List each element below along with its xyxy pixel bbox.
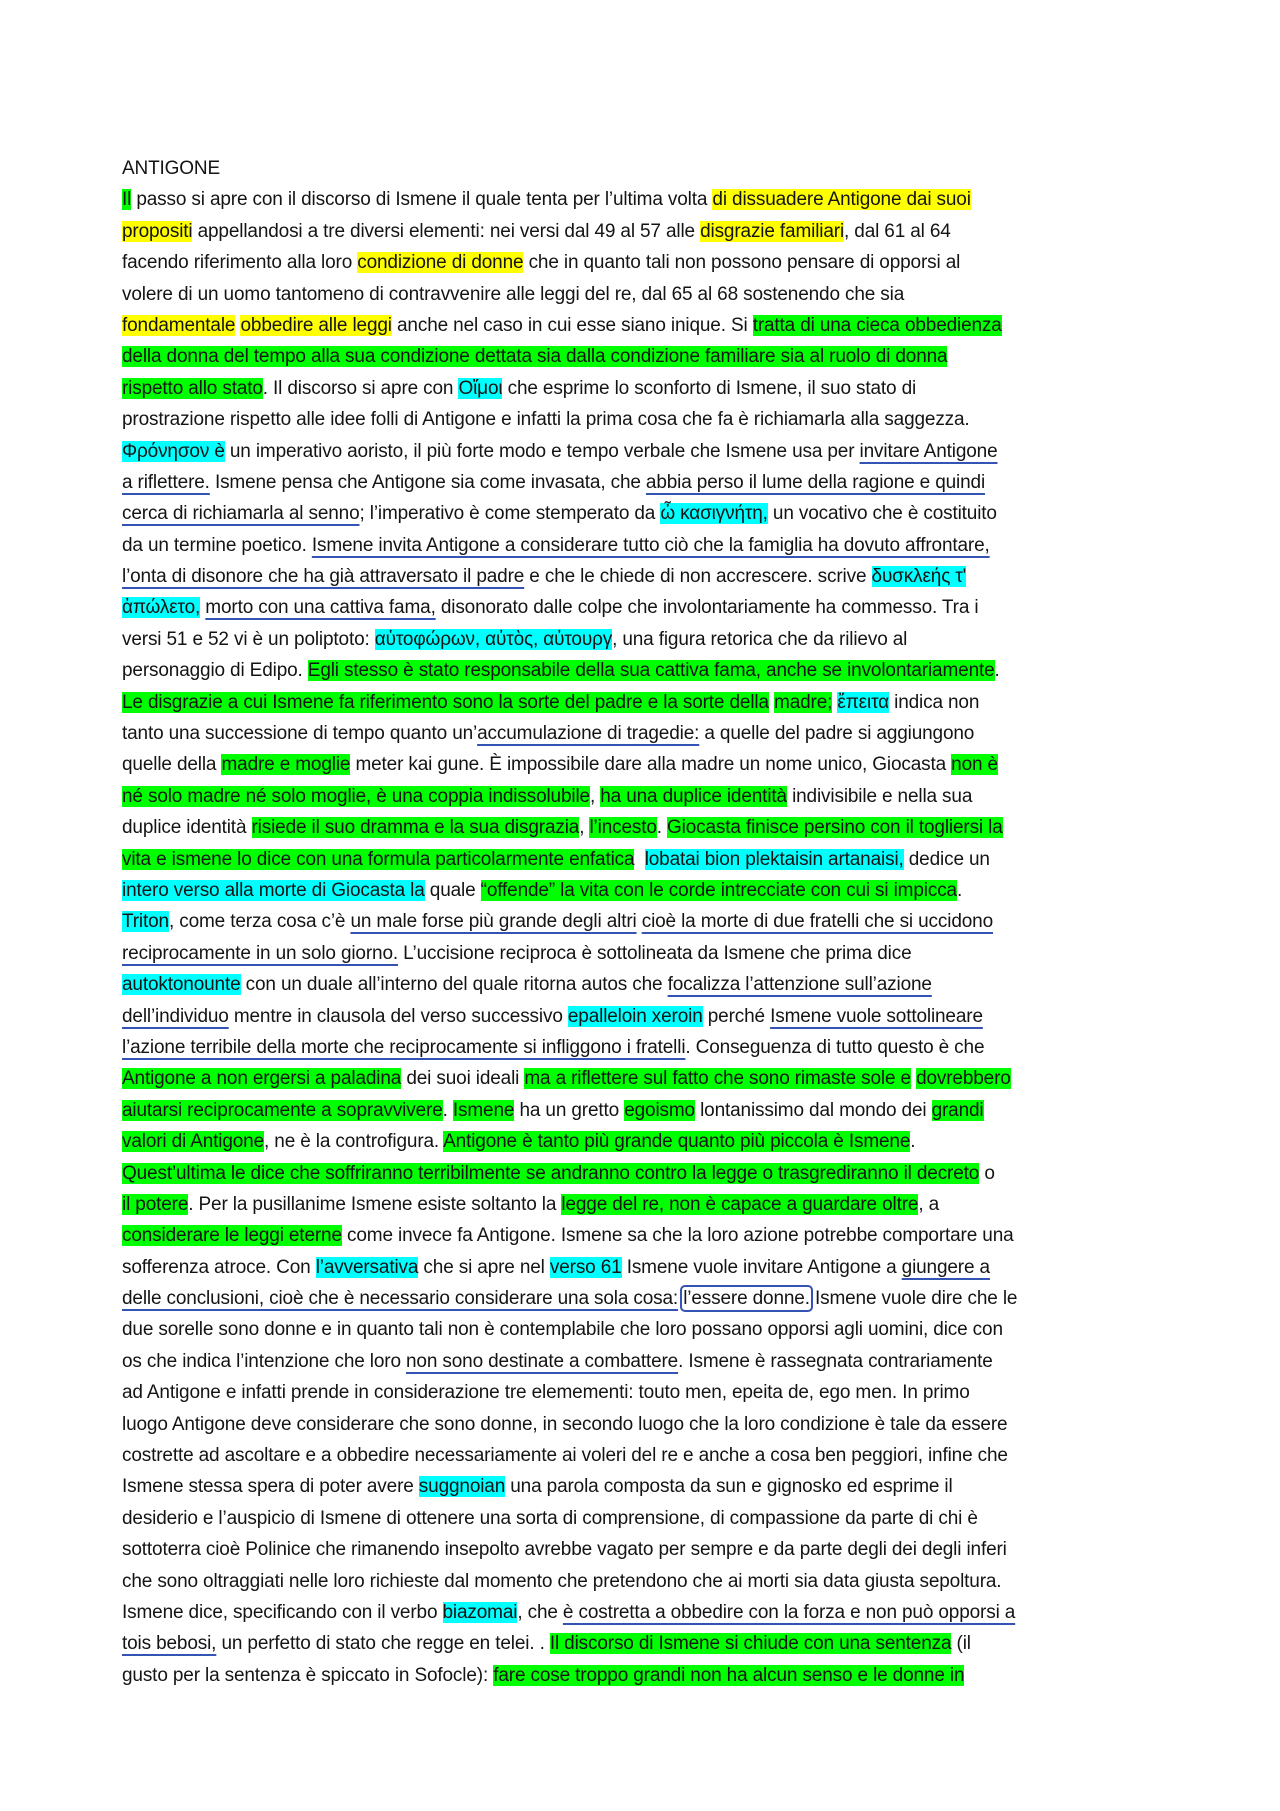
text-line-content xyxy=(122,1534,1007,1565)
text-run: dedice un xyxy=(903,848,990,870)
highlight-green: fare cose troppo grandi non ha alcun senso e le donne in xyxy=(493,1664,965,1686)
text-line-content xyxy=(122,1409,1007,1440)
text-line xyxy=(122,1126,1172,1157)
text-run: , xyxy=(579,817,590,839)
text-line xyxy=(122,1346,1172,1377)
text-run: quale xyxy=(424,879,481,901)
highlight-green: non è xyxy=(951,754,998,776)
highlight-cyan: Triton xyxy=(122,911,169,933)
highlight-green: aiutarsi reciprocamente a sopravvivere xyxy=(122,1099,443,1121)
text-run: versi 51 e 52 vi è un poliptoto: xyxy=(122,628,375,650)
text-run: da un termine poetico. xyxy=(122,534,312,556)
highlight-green: “offende” la vita con le corde intrecciate con cui si impicca xyxy=(480,879,957,901)
highlight-green: tratta di una cieca obbedienza xyxy=(752,314,1002,336)
text-line xyxy=(122,1189,1172,1220)
text-run: os che indica l’intenzione che loro xyxy=(122,1350,406,1372)
highlight-green: madre e moglie xyxy=(221,754,351,776)
highlight-green: egoismo xyxy=(624,1099,695,1121)
text-run: . xyxy=(956,879,963,901)
text-line xyxy=(122,498,1172,529)
text-run: che in quanto tali non possono pensare di opporsi al xyxy=(523,252,961,274)
highlight-green: Il discorso di Ismene si chiude con una sentenza xyxy=(549,1633,952,1655)
text-line xyxy=(122,1409,1172,1440)
highlight-green: considerare le leggi eterne xyxy=(122,1225,342,1247)
highlight-green: Ismene xyxy=(452,1099,515,1121)
text-run: che esprime lo sconforto di Ismene, il suo stato di xyxy=(502,377,917,399)
text-run: Ismene vuole invitare Antigone a xyxy=(621,1256,902,1278)
text-run: duplice identità xyxy=(122,817,252,839)
text-run: a quelle del padre si aggiungono xyxy=(699,723,975,745)
underlined-text: cioè la morte di due fratelli che si uccidono xyxy=(641,911,993,933)
highlight-yellow: obbedire alle leggi xyxy=(240,314,392,336)
text-line xyxy=(122,1001,1172,1032)
text-line xyxy=(122,1566,1172,1597)
text-run: Ismene dice, specificando con il verbo xyxy=(122,1601,443,1623)
text-run: con un duale all’interno del quale ritorna autos che xyxy=(240,974,668,996)
highlight-green: Egli stesso è stato responsabile della sua cattiva fama, anche se involontariamente xyxy=(307,660,995,682)
text-run: . Ismene è rassegnata contrariamente xyxy=(678,1350,993,1372)
text-line xyxy=(122,1628,1172,1659)
text-line xyxy=(122,279,1172,310)
underlined-text: l’azione terribile della morte che reciprocamente si infliggono i fratelli xyxy=(122,1036,686,1058)
highlight-green: risiede il suo dramma e la sua disgrazia xyxy=(251,817,580,839)
text-line xyxy=(122,718,1172,749)
boxed-text: l’essere donne. xyxy=(683,1288,810,1310)
highlight-green: Antigone è tanto più grande quanto più piccola è Ismene xyxy=(443,1131,911,1153)
text-run: e che le chiede di non accrescere. scrive xyxy=(524,566,872,588)
text-line-content xyxy=(122,1566,1001,1597)
highlight-green: Le disgrazie a cui Ismene fa riferimento sono la sorte del padre e la sorte della xyxy=(122,691,769,713)
text-line-content xyxy=(122,1032,984,1063)
text-line xyxy=(122,436,1172,467)
highlight-cyan: ἔπειτα xyxy=(837,691,889,713)
highlight-cyan: intero verso alla morte di Giocasta la xyxy=(122,879,425,901)
text-line xyxy=(122,1440,1172,1471)
highlight-cyan: Φρόνησον è xyxy=(122,440,225,462)
text-line-content xyxy=(122,592,978,623)
highlight-yellow: propositi xyxy=(122,220,193,242)
highlight-cyan: lobatai bion plektaisin artanaisi, xyxy=(644,848,904,870)
text-line-content xyxy=(122,1189,939,1220)
text-run: sofferenza atroce. Con xyxy=(122,1256,316,1278)
highlight-cyan: verso 61 xyxy=(549,1256,622,1278)
text-line xyxy=(122,844,1172,875)
text-line-content xyxy=(122,687,979,718)
highlight-green: grandi xyxy=(931,1099,984,1121)
text-run: , che xyxy=(517,1601,563,1623)
text-line-content xyxy=(122,404,970,435)
text-line xyxy=(122,1283,1172,1314)
text-run: un vocativo che è costituito xyxy=(767,503,997,525)
text-line-content xyxy=(122,655,1000,686)
underlined-text: focalizza l’attenzione sull’azione xyxy=(667,974,932,996)
text-run: Ismene stessa spera di poter avere xyxy=(122,1476,419,1498)
text-line xyxy=(122,624,1172,655)
text-line xyxy=(122,592,1172,623)
underlined-text: un male forse più grande degli altri xyxy=(350,911,637,933)
text-run: lontanissimo dal mondo dei xyxy=(694,1099,932,1121)
underlined-text: dell’individuo xyxy=(122,1005,229,1027)
highlight-cyan: δυσκλεής τ' xyxy=(871,566,967,588)
underlined-text: morto con una cattiva fama, xyxy=(205,597,436,619)
text-run: perché xyxy=(702,1005,771,1027)
text-line xyxy=(122,812,1172,843)
text-line-content xyxy=(122,969,932,1000)
highlight-cyan: epalleloin xeroin xyxy=(567,1005,703,1027)
text-line-content xyxy=(122,530,990,561)
text-line-content xyxy=(122,749,998,780)
highlight-cyan: αὑτοφώρων, αὐτὸς, αὐτουργ xyxy=(374,628,613,650)
text-line-content xyxy=(122,1660,964,1691)
text-line xyxy=(122,1220,1172,1251)
highlight-cyan: ὦ κασιγνήτη, xyxy=(660,503,768,525)
text-line-content xyxy=(122,498,997,529)
text-line xyxy=(122,655,1172,686)
text-run xyxy=(634,849,644,870)
text-line-content xyxy=(122,1377,970,1408)
text-line-content xyxy=(122,812,1003,843)
text-run: . Il discorso si apre con xyxy=(262,377,459,399)
text-run: un perfetto di stato che regge en telei. . xyxy=(216,1633,550,1655)
highlight-green: dovrebbero xyxy=(916,1068,1011,1090)
highlight-cyan: autoktonounte xyxy=(122,974,241,996)
text-line xyxy=(122,1597,1172,1628)
underlined-text: accumulazione di tragedie: xyxy=(477,723,700,745)
text-run: che sono oltraggiati nelle loro richieste dal momento che pretendono che ai morti sia data giusta sepoltura. xyxy=(122,1570,1002,1592)
text-line xyxy=(122,749,1172,780)
text-run: quelle della xyxy=(122,754,222,776)
text-run: ; l’imperativo è come stemperato da xyxy=(359,503,661,525)
underlined-text: delle conclusioni, cioè che è necessario considerare una sola cosa: xyxy=(122,1288,679,1310)
highlight-green: Antigone a non ergersi a paladina xyxy=(122,1068,402,1090)
text-run: anche nel caso in cui esse siano inique. Si xyxy=(391,314,753,336)
highlight-green: legge del re, non è capace a guardare oltre xyxy=(561,1193,919,1215)
text-line xyxy=(122,1314,1172,1345)
text-line xyxy=(122,373,1172,404)
highlight-green: ha una duplice identità xyxy=(600,785,787,807)
text-run: . xyxy=(656,817,668,839)
highlight-green: madre; xyxy=(774,691,833,713)
text-run: indivisibile e nella sua xyxy=(786,785,973,807)
text-line-content xyxy=(122,1597,1015,1628)
text-line xyxy=(122,1534,1172,1565)
highlight-green: ma a riflettere sul fatto che sono rimaste sole e xyxy=(524,1068,911,1090)
text-run: (il xyxy=(951,1633,971,1655)
highlight-green: Il xyxy=(122,189,132,211)
text-line xyxy=(122,687,1172,718)
text-run: tanto una successione di tempo quanto un’ xyxy=(122,723,478,745)
text-run: prostrazione rispetto alle idee folli di Antigone e infatti la prima cosa che fa è richiamarla alla saggezza. xyxy=(122,409,970,431)
highlight-cyan: Οἴμοι xyxy=(458,377,503,399)
text-run: , dal 61 al 64 xyxy=(844,220,951,242)
highlight-cyan: l’avversativa xyxy=(315,1256,419,1278)
highlight-green: Giocasta finisce persino con il togliersi la xyxy=(667,817,1003,839)
text-run: ANTIGONE xyxy=(122,158,221,179)
text-run: meter kai gune. È impossibile dare alla madre un nome unico, Giocasta xyxy=(350,754,952,776)
text-run: L’uccisione reciproca è sottolineata da Ismene che prima dice xyxy=(398,942,912,964)
underlined-text: a riflettere. xyxy=(122,471,210,493)
text-run: , ne è la controfigura. xyxy=(264,1131,444,1153)
underlined-text: Ismene vuole sottolineare xyxy=(770,1005,983,1027)
text-run: passo si apre con il discorso di Ismene il quale tenta per l’ultima volta xyxy=(131,189,713,211)
highlight-cyan: ἀπώλετο, xyxy=(122,597,201,619)
text-run: ha un gretto xyxy=(514,1099,625,1121)
underlined-text: non sono destinate a combattere xyxy=(406,1350,679,1372)
text-line xyxy=(122,216,1172,247)
text-line-content xyxy=(122,436,997,467)
text-line-content xyxy=(122,1063,1011,1094)
text-run: Ismene pensa che Antigone sia come invasata, che xyxy=(209,471,646,493)
highlight-green: l’incesto xyxy=(589,817,657,839)
text-line xyxy=(122,969,1172,1000)
highlight-cyan: suggnoian xyxy=(418,1476,506,1498)
text-run: un imperativo aoristo, il più forte modo e tempo verbale che Ismene usa per xyxy=(224,440,860,462)
text-line-content xyxy=(122,373,916,404)
text-line xyxy=(122,1063,1172,1094)
text-run: volere di un uomo tantomeno di contravvenire alle leggi del re, dal 65 al 68 sostenendo che sia xyxy=(122,283,905,305)
text-line-content xyxy=(122,247,960,278)
underlined-text: reciprocamente in un solo giorno. xyxy=(122,942,398,964)
highlight-green: il potere xyxy=(122,1193,189,1215)
text-line xyxy=(122,341,1172,372)
text-line-content xyxy=(122,184,971,215)
text-run: personaggio di Edipo. xyxy=(122,660,308,682)
text-line-content xyxy=(122,906,993,937)
text-line-content xyxy=(122,938,912,969)
highlight-green: Quest’ultima le dice che soffriranno terribilmente se andranno contro la legge o trasgrediranno il decreto xyxy=(122,1162,980,1184)
text-run: che si apre nel xyxy=(418,1256,550,1278)
text-line-content xyxy=(122,1158,995,1189)
text-line-content xyxy=(122,153,220,184)
text-line-content xyxy=(122,279,904,310)
text-run: , una figura retorica che da rilievo al xyxy=(612,628,908,650)
text-line-content xyxy=(122,718,974,749)
text-run: mentre in clausola del verso successivo xyxy=(228,1005,568,1027)
text-run: luogo Antigone deve considerare che sono donne, in secondo luogo che la loro condizione è tale da essere xyxy=(122,1413,1008,1435)
text-run: . xyxy=(910,1131,916,1153)
text-line xyxy=(122,938,1172,969)
text-line-content xyxy=(122,781,972,812)
underlined-text: abbia perso il lume della ragione e quindi xyxy=(645,471,986,493)
text-line-content xyxy=(122,1095,984,1126)
text-run: . Per la pusillanime Ismene esiste soltanto la xyxy=(188,1193,562,1215)
text-line xyxy=(122,530,1172,561)
text-run: sottoterra cioè Polinice che rimanendo insepolto avrebbe vagato per sempre e da parte degli dei degli inferi xyxy=(122,1539,1007,1561)
text-line xyxy=(122,875,1172,906)
document-body xyxy=(122,153,1172,1691)
text-line-content xyxy=(122,216,951,247)
text-run: . Conseguenza di tutto questo è che xyxy=(685,1036,985,1058)
text-line-content xyxy=(122,341,947,372)
text-run: , a xyxy=(918,1193,939,1215)
underlined-text: giungere a xyxy=(901,1256,990,1278)
text-run: Ismene vuole dire che le xyxy=(809,1288,1018,1310)
underlined-text: cerca di richiamarla al senno xyxy=(122,503,360,525)
text-line-content xyxy=(122,1346,993,1377)
underlined-text: l’onta di disonore che ha già attraversato il padre xyxy=(122,566,525,588)
underlined-text: è costretta a obbedire con la forza e non può opporsi a xyxy=(562,1601,1016,1623)
highlight-yellow: disgrazie familiari xyxy=(700,220,845,242)
text-run: o xyxy=(979,1162,995,1184)
text-run: dei suoi ideali xyxy=(401,1068,525,1090)
text-run: desiderio e l’auspicio di Ismene di ottenere una sorta di comprensione, di compassione da parte di chi è xyxy=(122,1507,978,1529)
text-line xyxy=(122,1503,1172,1534)
text-run: ad Antigone e infatti prende in considerazione tre elemementi: touto men, epeita de, ego men. In primo xyxy=(122,1382,970,1404)
text-line xyxy=(122,561,1172,592)
text-line-content xyxy=(122,310,1002,341)
text-run: indica non xyxy=(889,691,980,713)
text-line xyxy=(122,1252,1172,1283)
text-line-content xyxy=(122,624,907,655)
highlight-green: valori di Antigone xyxy=(122,1131,265,1153)
text-line xyxy=(122,247,1172,278)
underlined-text: tois bebosi, xyxy=(122,1633,217,1655)
text-line-content xyxy=(122,1283,1017,1314)
text-line xyxy=(122,1032,1172,1063)
text-run: . xyxy=(442,1099,453,1121)
text-line-content xyxy=(122,1440,1008,1471)
text-run: una parola composta da sun e gignosko ed esprime il xyxy=(505,1476,953,1498)
highlight-green: della donna del tempo alla sua condizione dettata sia dalla condizione familiare sia al ruolo di donna xyxy=(122,346,948,368)
text-line xyxy=(122,1095,1172,1126)
text-run: gusto per la sentenza è spiccato in Sofocle): xyxy=(122,1664,494,1686)
text-line xyxy=(122,781,1172,812)
text-run: , come terza cosa c’è xyxy=(168,911,351,933)
text-line xyxy=(122,310,1172,341)
text-line-content xyxy=(122,844,990,875)
text-run: due sorelle sono donne e in quanto tali non è contemplabile che loro possano opporsi agli uomini, dice con xyxy=(122,1319,1003,1341)
text-line-content xyxy=(122,875,962,906)
highlight-green: rispetto allo stato xyxy=(122,377,263,399)
text-line-content xyxy=(122,1001,983,1032)
text-line-content xyxy=(122,1252,990,1283)
highlight-yellow: condizione di donne xyxy=(357,252,524,274)
underlined-text: invitare Antigone xyxy=(859,440,998,462)
text-run: come invece fa Antigone. Ismene sa che la loro azione potrebbe comportare una xyxy=(341,1225,1014,1247)
highlight-green: né solo madre né solo moglie, è una coppia indissolubile xyxy=(122,785,590,807)
text-line-content xyxy=(122,1126,915,1157)
text-run: facendo riferimento alla loro xyxy=(122,252,358,274)
text-run: appellandosi a tre diversi elementi: nei versi dal 49 al 57 alle xyxy=(192,220,701,242)
text-line xyxy=(122,1471,1172,1502)
text-line-content xyxy=(122,561,966,592)
underlined-text: Ismene invita Antigone a considerare tutto ciò che la famiglia ha dovuto affrontare, xyxy=(311,534,990,556)
text-line-content xyxy=(122,1471,953,1502)
highlight-yellow: fondamentale xyxy=(122,314,236,336)
document-title xyxy=(122,153,1172,184)
text-line-content xyxy=(122,1628,971,1659)
text-line-content xyxy=(122,1220,1014,1251)
highlight-yellow: di dissuadere Antigone dai suoi xyxy=(712,189,971,211)
text-line-content xyxy=(122,1503,978,1534)
text-run: , xyxy=(589,785,601,807)
highlight-cyan: biazomai xyxy=(442,1601,518,1623)
text-line-content xyxy=(122,1314,1003,1345)
text-run: disonorato dalle colpe che involontariamente ha commesso. Tra i xyxy=(435,597,979,619)
text-line xyxy=(122,906,1172,937)
text-line xyxy=(122,1377,1172,1408)
text-line xyxy=(122,184,1172,215)
text-line-content xyxy=(122,467,985,498)
text-line xyxy=(122,1660,1172,1691)
text-line xyxy=(122,467,1172,498)
text-line xyxy=(122,404,1172,435)
highlight-green: vita e ismene lo dice con una formula particolarmente enfatica xyxy=(122,848,635,870)
text-run: . xyxy=(994,660,1000,682)
text-run: costrette ad ascoltare e a obbedire necessariamente ai voleri del re e anche a cosa ben peggiori, infine che xyxy=(122,1445,1008,1467)
text-line xyxy=(122,1158,1172,1189)
